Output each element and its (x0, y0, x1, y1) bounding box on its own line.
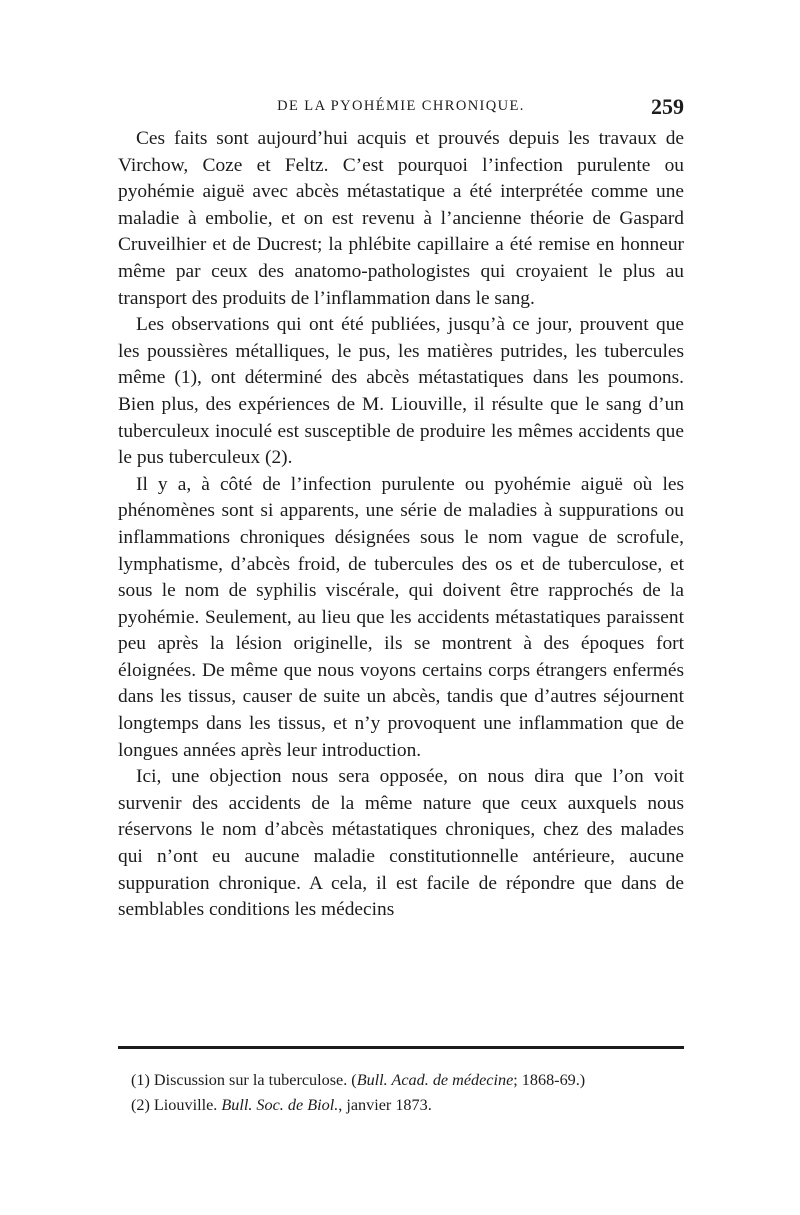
running-head (118, 94, 684, 124)
footnote-2 (131, 1093, 684, 1118)
footnote-2-source: Bull. Soc. de Biol. (221, 1096, 339, 1114)
paragraph-3: Il y a, à côté de l’infection purulente ou pyohémie aiguë où les phénomènes sont si apparents, une série de maladies à suppurations ou inflammations chroniques désignées sous le nom vague de scrofule, lymphatisme, d’abcès froid, de tubercules des os et de tuberculose, et sous le nom de syphilis viscérale, qui doivent être rapprochés de la pyohémie. Seulement, au lieu que les accidents métastatiques paraissent peu après la lésion originelle, ils se montrent à des époques fort éloignées. De même que nous voyons certains corps étrangers enfermés dans les tissus, causer de suite un abcès, tandis que d’autres séjournent longtemps dans les tissus, et n’y provoquent une inflammation que de longues années après leur introduction. (118, 473, 684, 761)
footnotes (131, 1068, 684, 1118)
page-number: 259 (651, 94, 684, 119)
paragraph-1: Ces faits sont aujourd’hui acquis et prouvés depuis les travaux de Virchow, Coze et Feltz. C’est pourquoi l’infection purulente ou pyohémie aiguë avec abcès métastatique a été interprétée comme une maladie à embolie, et on est revenu à l’ancienne théorie de Gaspard Cruveilhier et de Ducrest; la phlébite capillaire a été remise en honneur même par ceux des anatomo-pathologistes qui croyaient le plus au transport des produits de l’inflammation dans le sang. (118, 128, 684, 309)
body-text (118, 126, 684, 924)
footnote-1-source: Bull. Acad. de médecine (356, 1071, 514, 1089)
paragraph-2: Les observations qui ont été publiées, jusqu’à ce jour, prouvent que les poussières métalliques, le pus, les matières putrides, les tubercules même (1), ont déterminé des abcès métastatiques dans les poumons. Bien plus, des expériences de M. Liouville, il résulte que le sang d’un tuberculeux inoculé est susceptible de produire les mêmes accidents que le pus tuberculeux (2). (118, 314, 684, 469)
paragraph-4: Ici, une objection nous sera opposée, on nous dira que l’on voit survenir des accidents de la même nature que ceux auxquels nous réservons le nom d’abcès métastatiques chroniques, chez des malades qui n’ont eu aucune maladie constitutionnelle antérieure, aucune suppuration chronique. A cela, il est facile de répondre que dans de semblables conditions les médecins (118, 766, 684, 921)
footnote-1 (131, 1068, 684, 1093)
footnote-1-tail: ; 1868-69.) (513, 1071, 586, 1089)
running-title: DE LA PYOHÉMIE CHRONIQUE. (277, 98, 525, 114)
footnote-2-tail: , janvier 1873. (338, 1096, 432, 1114)
footnote-1-lead: (1) Discussion sur la tuberculose. ( (131, 1071, 357, 1089)
footnote-rule (118, 1046, 684, 1049)
footnote-2-lead: (2) Liouville. (131, 1096, 222, 1114)
